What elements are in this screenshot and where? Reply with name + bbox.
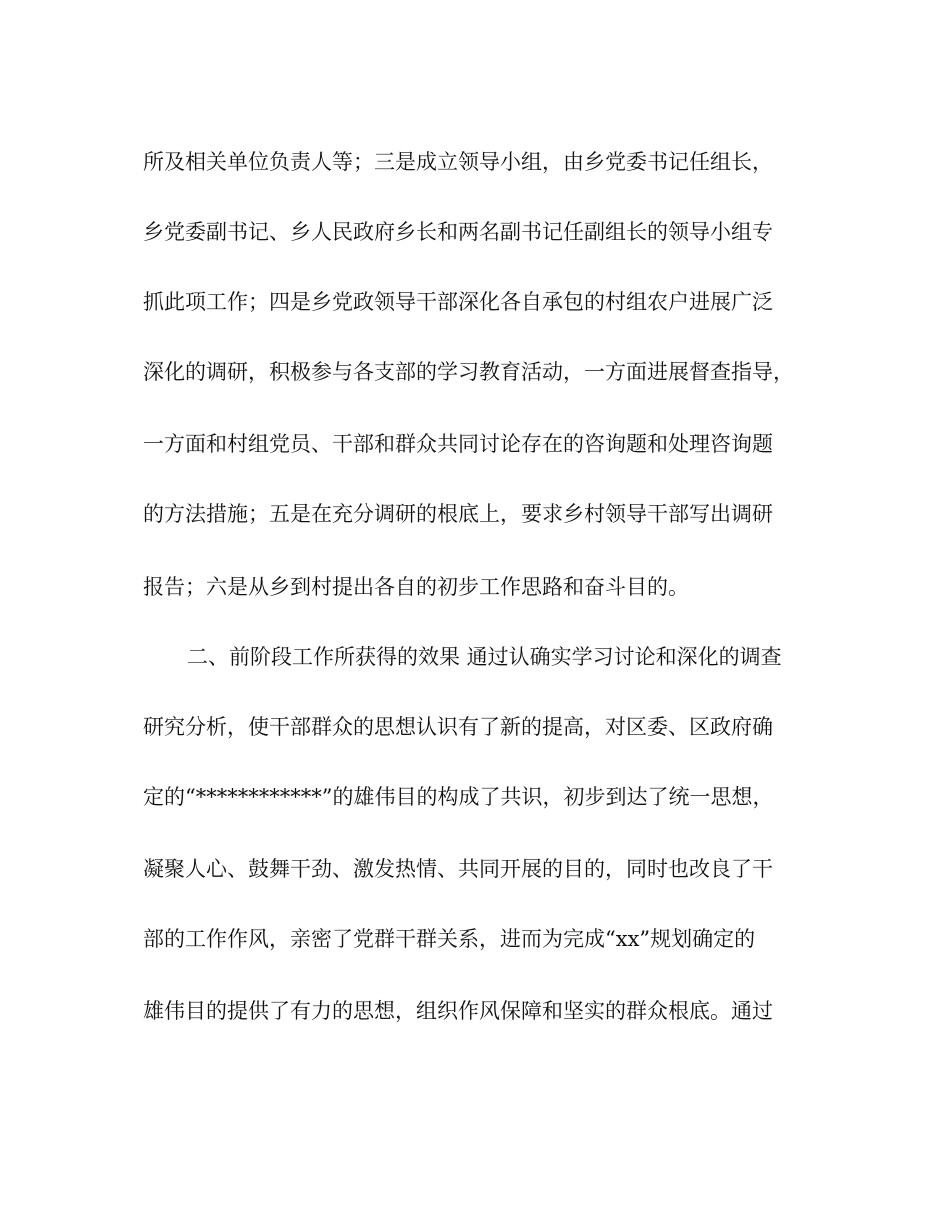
paragraph-line-13: 雄伟目的提供了有力的思想，组织作风保障和坚实的群众根底。通过 [143,999,773,1023]
paragraph-line-3: 抓此项工作；四是乡党政领导干部深化各自承包的村组农户进展广泛 [143,290,773,314]
paragraph-line-1: 所及相关单位负责人等；三是成立领导小组，由乡党委书记任组长， [143,150,773,174]
paragraph-line-9: 研究分析，使干部群众的思想认识有了新的提高，对区委、区政府确 [143,715,773,739]
paragraph-line-11: 凝聚人心、鼓舞干劲、激发热情、共同开展的目的，同时也改良了干 [143,857,773,881]
paragraph-line-10: 定的“************”的雄伟目的构成了共识，初步到达了统一思想， [143,785,774,809]
section-heading-line: 二、前阶段工作所获得的效果 通过认确实学习讨论和深化的调查 [187,645,782,669]
paragraph-line-5: 一方面和村组党员、干部和群众共同讨论存在的咨询题和处理咨询题 [143,432,773,456]
paragraph-line-12: 部的工作作风，亲密了党群干群关系，进而为完成“xx”规划确定的 [143,927,756,951]
paragraph-line-6: 的方法措施；五是在充分调研的根底上，要求乡村领导干部写出调研 [143,502,773,526]
paragraph-line-2: 乡党委副书记、乡人民政府乡长和两名副书记任副组长的领导小组专 [143,220,773,244]
paragraph-line-7: 报告；六是从乡到村提出各自的初步工作思路和奋斗目的。 [143,575,689,599]
paragraph-line-4: 深化的调研，积极参与各支部的学习教育活动，一方面进展督查指导， [143,360,794,384]
